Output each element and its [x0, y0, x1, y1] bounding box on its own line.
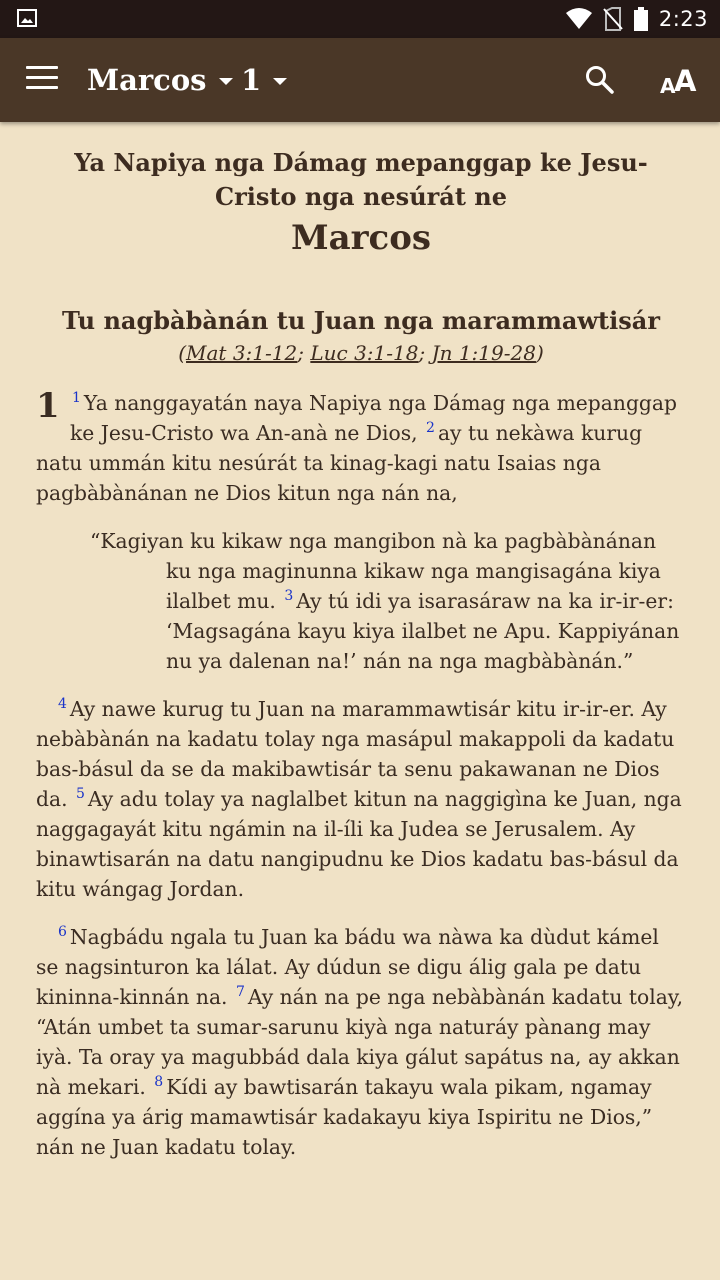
menu-icon	[26, 66, 58, 69]
verse-number[interactable]: 8	[154, 1074, 164, 1091]
reference-link[interactable]: Luc 3:1-18	[310, 341, 419, 365]
chevron-down-icon	[273, 78, 287, 85]
poetry-block	[36, 526, 686, 676]
reference-link[interactable]: Mat 3:1-12	[186, 341, 298, 365]
paragraph	[36, 694, 686, 904]
book-selector[interactable]	[87, 58, 233, 102]
image-notification-icon	[17, 9, 37, 27]
paragraph	[36, 922, 686, 1162]
chapter-selector[interactable]	[241, 58, 287, 102]
verse-text[interactable]: “Kagiyan ku kikaw nga mangibon nà ka pagbàbànánan ku nga maginunna kikaw nga mangisagána kiya ilalbet mu.	[90, 529, 661, 613]
section-references: (Mat 3:1-12; Luc 3:1-18; Jn 1:19-28)	[178, 341, 544, 365]
paragraph	[36, 388, 686, 508]
wifi-icon	[565, 8, 593, 30]
status-time: 2:23	[658, 7, 708, 31]
verse-text[interactable]: Nagbádu ngala tu Juan ka bádu wa nàwa ka dùdut kámel se nagsinturon ka lálat. Ay dúdun se digu álig gala pe datu kininna-kinnán na.	[36, 925, 659, 1009]
verse-number[interactable]: 7	[235, 984, 245, 1001]
verse-text[interactable]: Ay nán na pe nga nebàbànán kadatu tolay, “Atán umbet ta sumar-sarunu kiyà nga naturáy pànang may iyà. Ta oray ya magubbád dala kiya gálut sapátus na, ay akkan nà mekari.	[36, 985, 684, 1099]
chapter-number: 1	[36, 386, 60, 426]
book-title: Marcos	[290, 218, 432, 258]
menu-button[interactable]	[26, 66, 58, 92]
text-size-icon[interactable]: A A	[660, 64, 697, 98]
book-subtitle: Ya Napiya nga Dámag mepanggap ke Jesu-Cristo nga nesúrát ne	[74, 148, 648, 211]
verse-text[interactable]: Ay adu tolay ya naglalbet kitun na naggigìna ke Juan, nga naggagayát kitu ngámin na il-íli ka Judea se Jerusalem. Ay binawtisarán na datu nangipudnu ke Dios kadatu bas-básul da kitu wángag Jordan.	[36, 787, 682, 901]
verse-text[interactable]: ay tu nekàwa kurug natu ummán kitu nesúrát ta kinag-kagi natu Isaias nga pagbàbànánan ne Dios kitun nga nán na,	[36, 421, 643, 505]
verse-number[interactable]: 6	[58, 924, 67, 941]
book-label: Marcos	[87, 63, 207, 97]
reference-link[interactable]: Jn 1:19-28	[431, 341, 536, 365]
verse-number[interactable]: 5	[75, 786, 85, 803]
verse-text[interactable]: Ay nawe kurug tu Juan na marammawtisár kitu ir-ir-er. Ay nebàbànán na kadatu tolay nga masápul makappoli da kadatu bas-básul da se da makibawtisár ta senu pakawanan ne Dios da.	[36, 697, 675, 811]
no-sim-icon	[603, 7, 623, 31]
chapter-label: 1	[241, 63, 262, 97]
section-heading: Tu nagbàbànán tu Juan nga marammawtisár	[62, 306, 660, 335]
verse-text[interactable]: Ya nanggayatán naya Napiya nga Dámag nga mepanggap ke Jesu-Cristo wa An-anà ne Dios,	[70, 391, 677, 445]
search-icon[interactable]	[584, 64, 616, 96]
verse-number[interactable]: 1	[72, 390, 81, 407]
verse-number[interactable]: 2	[426, 420, 435, 437]
battery-icon	[633, 7, 649, 31]
status-bar	[0, 0, 720, 38]
app-bar	[0, 38, 720, 122]
status-icons	[565, 0, 708, 38]
verse-text[interactable]: Ay tú idi ya isarasáraw na ka ir-ir-er: ‘Magsagána kayu kiya ilalbet ne Apu. Kappiyánan nu ya dalenan na!’ nán na nga magbàbànán.”	[166, 589, 680, 673]
chevron-down-icon	[219, 78, 233, 85]
verse-text[interactable]: Kídi ay bawtisarán takayu wala pikam, ngamay aggína ya árig mamawtisár kadakayu kiya Ispiritu ne Dios,” nán ne Juan kadatu tolay.	[36, 1075, 653, 1159]
verse-number[interactable]: 4	[58, 696, 67, 713]
chapter-content	[36, 122, 686, 1162]
verse-number[interactable]: 3	[284, 588, 294, 605]
